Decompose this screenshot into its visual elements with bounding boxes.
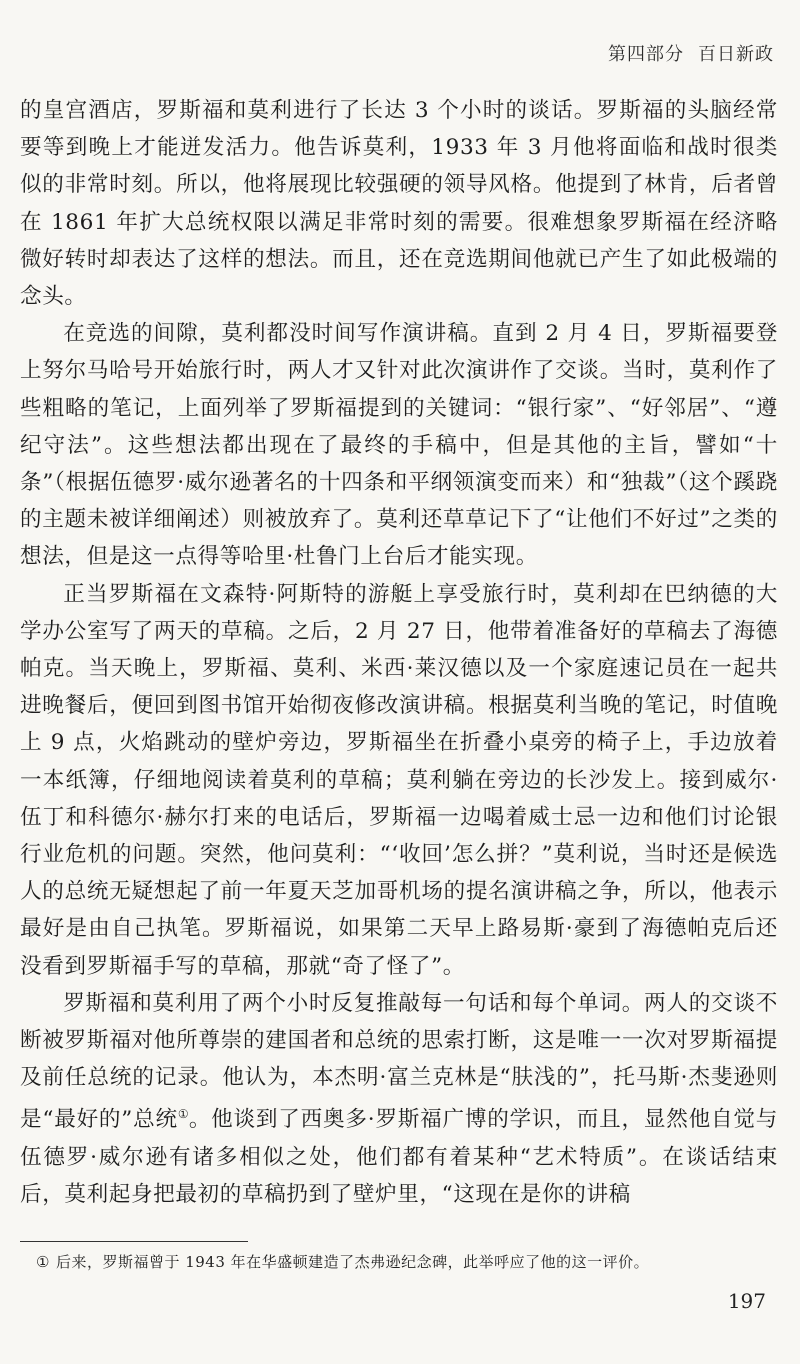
paragraph-4-text-a: 罗斯福和莫利用了两个小时反复推敲每一句话和每个单词。两人的交谈不断被罗斯福对他所尊崇的建国者和总统的思索打断，这是唯一一次对罗斯福提及前任总统的记录。他认为，本杰明·富兰克林是“肤浅的”，托马斯·杰斐逊则是“最好的”总统: [20, 990, 778, 1133]
paragraph-2-text: 在竞选的间隙，莫利都没时间写作演讲稿。直到 2 月 4 日，罗斯福要登上努尔马哈号开始旅行时，两人才又针对此次演讲作了交谈。当时，莫利作了些粗略的笔记，上面列举了罗斯福提到的关键词：“银行家”、“好邻居”、“遵纪守法”。这些想法都出现在了最终的手稿中，但是其他的主旨，譬如“十条”（根据伍德罗·威尔逊著名的十四条和平纲领演变而来）和“独裁”（这个蹊跷的主题未被详细阐述）则被放弃了。莫利还草草记下了“让他们不好过”之类的想法，但是这一点得等哈里·杜鲁门上台后才能实现。: [20, 321, 778, 570]
paragraph-3: [20, 576, 778, 985]
paragraph-1: [20, 92, 778, 315]
footnote-marker: ①: [36, 1253, 50, 1271]
footnote-text: 后来，罗斯福曾于 1943 年在华盛顿建造了杰弗逊纪念碑，此举呼应了他的这一评价。: [55, 1253, 650, 1271]
paragraph-2: [20, 315, 778, 575]
paragraph-4-text-b: 。他谈到了西奥多·罗斯福广博的学识，而且，显然他自觉与伍德罗·威尔逊有诸多相似之处，他们都有着某种“艺术特质”。在谈话结束后，莫利起身把最初的草稿扔到了壁炉里，“这现在是你的讲稿: [20, 1107, 778, 1207]
running-head: [608, 40, 774, 66]
running-head-part: 第四部分: [608, 44, 684, 65]
paragraph-4: [20, 985, 778, 1213]
footnote-divider: [20, 1241, 248, 1242]
body-text: [20, 92, 778, 1213]
footnote: [36, 1251, 776, 1273]
paragraph-1-text: 的皇宫酒店，罗斯福和莫利进行了长达 3 个小时的谈话。罗斯福的头脑经常要等到晚上才能迸发活力。他告诉莫利，1933 年 3 月他将面临和战时很类似的非常时刻。所以，他将展现比较强硬的领导风格。他提到了林肯，后者曾在 1861 年扩大总统权限以满足非常时刻的需要。很难想象罗斯福在经济略微好转时却表达了这样的想法。而且，还在竞选期间他就已产生了如此极端的念头。: [20, 98, 778, 310]
footnote-reference[interactable]: ①: [177, 1107, 189, 1122]
running-head-title: 百日新政: [698, 44, 774, 65]
paragraph-3-text: 正当罗斯福在文森特·阿斯特的游艇上享受旅行时，莫利却在巴纳德的大学办公室写了两天的草稿。之后，2 月 27 日，他带着准备好的草稿去了海德帕克。当天晚上，罗斯福、莫利、米西·莱汉德以及一个家庭速记员在一起共进晚餐后，便回到图书馆开始彻夜修改演讲稿。根据莫利当晚的笔记，时值晚上 9 点，火焰跳动的壁炉旁边，罗斯福坐在折叠小桌旁的椅子上，手边放着一本纸簿，仔细地阅读着莫利的草稿；莫利躺在旁边的长沙发上。接到威尔·伍丁和科德尔·赫尔打来的电话后，罗斯福一边喝着威士忌一边和他们讨论银行业危机的问题。突然，他问莫利：“‘收回’怎么拼？”莫利说，当时还是候选人的总统无疑想起了前一年夏天芝加哥机场的提名演讲稿之争，所以，他表示最好是由自己执笔。罗斯福说，如果第二天早上路易斯·豪到了海德帕克后还没看到罗斯福手写的草稿，那就“奇了怪了”。: [20, 581, 778, 979]
page-number: 197: [727, 1289, 766, 1313]
